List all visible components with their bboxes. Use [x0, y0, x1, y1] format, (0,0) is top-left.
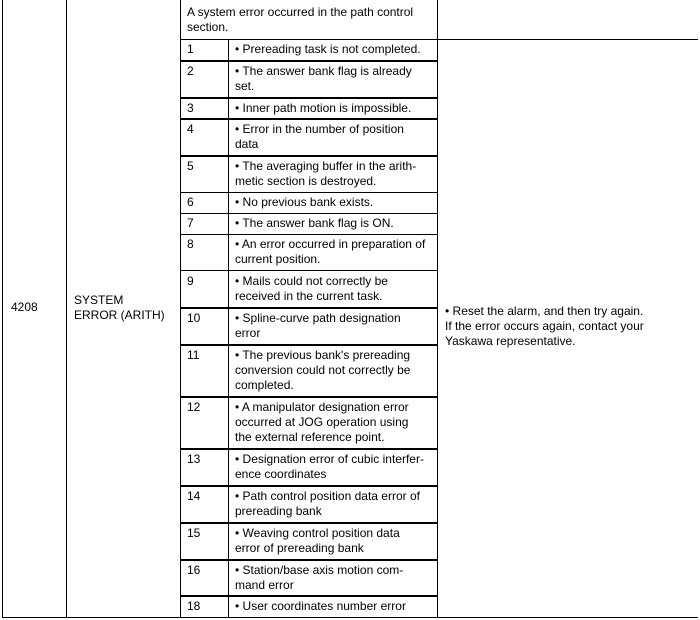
intro-line1: A system error occurred in the path control: [187, 5, 414, 19]
data-number: 5: [187, 159, 194, 173]
data-number: 12: [187, 400, 201, 414]
data-description: • Inner path motion is impossible.: [235, 101, 412, 115]
data-row: [180, 308, 438, 344]
data-number: 6: [187, 195, 194, 209]
data-row: [180, 98, 438, 119]
data-row: [180, 156, 438, 192]
data-description: • The previous bank's prereading conversion could not correctly be completed.: [235, 348, 411, 392]
alarm-code: 4208: [11, 300, 38, 314]
data-description: • A manipulator designation error occurred at JOG operation using the external reference point.: [235, 400, 409, 444]
data-description: • No previous bank exists.: [235, 195, 374, 209]
data-number: 3: [187, 101, 194, 115]
column-divider-name: [66, 0, 67, 617]
data-row: [180, 560, 438, 596]
data-row: [180, 234, 438, 270]
remedy-line3: Yaskawa representative.: [445, 334, 576, 348]
data-row: [180, 596, 438, 617]
data-row: [180, 523, 438, 559]
data-number: 13: [187, 452, 201, 466]
data-description: • Mails could not correctly be received in the current task.: [235, 274, 388, 303]
data-number: 1: [187, 42, 194, 56]
data-number: 14: [187, 489, 201, 503]
data-number: 15: [187, 526, 201, 540]
data-row: [180, 271, 438, 307]
data-number: 2: [187, 64, 194, 78]
data-number: 10: [187, 311, 201, 325]
data-description: • Error in the number of position data: [235, 122, 404, 151]
data-number: 8: [187, 237, 194, 251]
data-number: 16: [187, 563, 201, 577]
data-number: 9: [187, 274, 194, 288]
data-row: [180, 119, 438, 155]
remedy-line1: • Reset the alarm, and then try again.: [445, 304, 644, 318]
data-number: 11: [187, 348, 200, 362]
alarm-name-line2: ERROR (ARITH): [74, 308, 165, 322]
remedy-line2: If the error occurs again, contact your: [445, 319, 644, 333]
data-row: [180, 397, 438, 448]
intro-line2: section.: [187, 20, 229, 34]
data-description: • The averaging buffer in the arith- metic section is destroyed.: [235, 159, 417, 188]
data-description: • An error occurred in preparation of current position.: [235, 237, 426, 266]
data-description: • Designation error of cubic interfer- ence coordinates: [235, 452, 424, 481]
data-number: 7: [187, 216, 194, 230]
data-row: [180, 345, 438, 396]
data-number: 18: [187, 599, 201, 613]
data-row: [180, 213, 438, 234]
data-description: • Path control position data error of prereading bank: [235, 489, 420, 518]
data-row: [180, 486, 438, 522]
table-bottom-border: [2, 617, 698, 618]
data-number: 4: [187, 122, 194, 136]
data-row: [180, 39, 438, 61]
data-description: • Station/base axis motion com- mand error: [235, 563, 404, 592]
table-border-left: [2, 0, 3, 617]
data-row: [180, 449, 438, 485]
data-description: • Weaving control position data error of prereading bank: [235, 526, 400, 555]
data-description: • The answer bank flag is already set.: [235, 64, 412, 93]
data-description: • Spline-curve path designation error: [235, 311, 401, 340]
data-description: • Prereading task is not completed.: [235, 42, 421, 56]
data-row: [180, 61, 438, 97]
alarm-name-line1: SYSTEM: [74, 293, 124, 307]
data-row: [180, 192, 438, 213]
data-description: • The answer bank flag is ON.: [235, 216, 394, 230]
data-description: • User coordinates number error: [235, 599, 406, 613]
